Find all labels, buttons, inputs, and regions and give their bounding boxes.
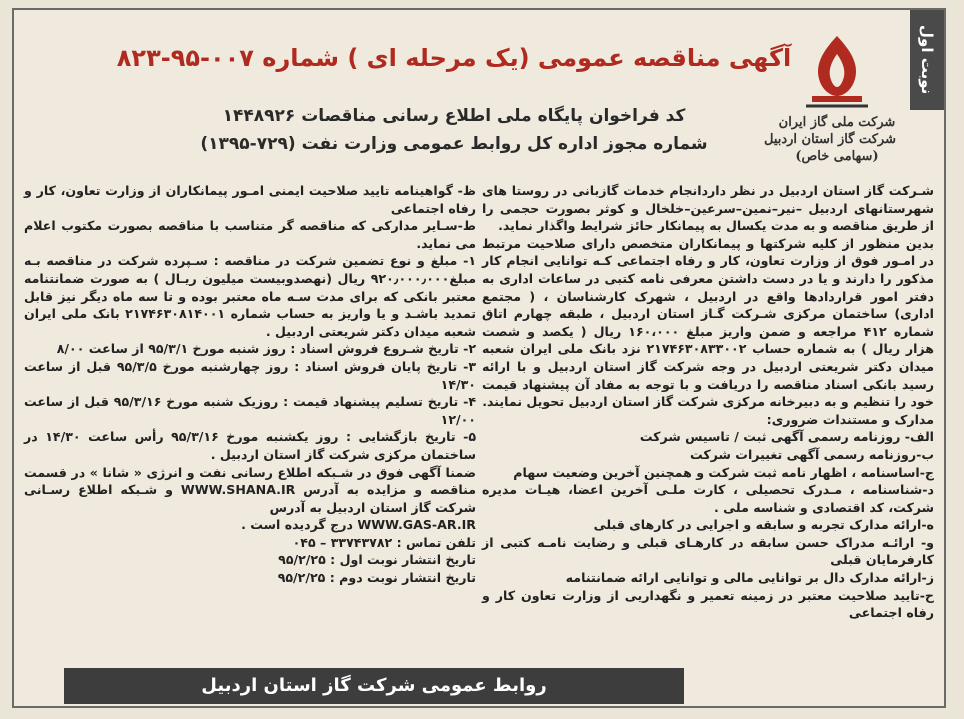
permit-number-line: شماره مجوز اداره کل روابط عمومی وزارت نفت (۷۲۹-۱۳۹۵) — [200, 134, 708, 154]
second-publication-date: تاریخ انتشار نوبت دوم : ۹۵/۲/۲۵ — [277, 570, 476, 586]
document-item: ظ- گواهینامه تایید صلاحیت ایمنی امـور پیمانکاران از وزارت تعاون، کار و رفاه اجتماعی — [24, 183, 476, 216]
logo-line-3: (سهامی خاص) — [795, 149, 879, 164]
tender-notice — [12, 8, 946, 708]
phone-line: تلفن تماس : ۳۳۷۴۳۷۸۲ – ۰۴۵ — [292, 534, 476, 550]
sale-start-date: ۲- تاریخ شـروع فروش اسناد : روز شنبه مورخ ۹۵/۳/۱ از ساعت ۸/۰۰ — [56, 341, 476, 357]
document-item: و- ارائـه مدراک حسن سابقه در کارهـای قبلی و رضایت نامـه کتبی از کارفرمایان قبلی — [482, 534, 934, 568]
logo-line-2: شرکت گاز استان اردبیل — [763, 132, 896, 147]
footer-banner: روابط عمومی شرکت گاز استان اردبیل — [64, 668, 684, 704]
document-item: د-شناسنامه ، مـدرک تحصیلی ، کارت ملـی آخرین اعضا، هیـات مدیره شرکت، کد اقتصادی و شناسه ملی . — [482, 482, 934, 515]
document-item: ز-ارائه مدارک دال بر توانایی مالی و توانایی ارائه ضمانتنامه — [565, 570, 934, 586]
left-column — [24, 182, 476, 587]
publication-round-tag: نوبت اول — [910, 10, 944, 110]
website-line: WWW.GAS-AR.IR درج گردیده است . — [241, 517, 476, 533]
intro-paragraph: شـرکت گاز استان اردبیل در نظر داردانجام خدمات گازبانی در روستا های شهرستانهای اردبیل –نیر–نمین–سرعین–خلخال و کوثر بصورت حجمی را از طریق مناقصه و به مدت یکسال به پیمانکار حائز شرایط واگذار نماید. — [482, 183, 934, 234]
document-item: ج-اساسنامه ، اظهار نامه ثبت شرکت و همچنین آخرین وضعیت سهام — [513, 464, 934, 480]
guarantee-paragraph: ۱- مبلغ و نوع تضمین شرکت در مناقصه : سـپرده شرکت در مناقصه بـه مبلغ۹۲۰٫۰۰۰٫۰۰۰ ریال (نهصدوبیست میلیون ریـال ) به صورت ضمانتنامه معتبر بانکی که برای مدت سـه ماه معتبر بوده و تا سه ماه دیگر نیز قابل تمدید باشـد و یا واریز به حساب شماره ۲۱۷۴۶۳۰۸۱۴۰۰۱ بانک ملی ایران شعبه میدان دکتر شریعتی اردبیل . — [24, 253, 476, 339]
logo-line-1: شرکت ملی گاز ایران — [778, 115, 896, 130]
document-item: الف- روزنامه رسمی آگهی ثبت / تاسیس شرکت — [639, 429, 934, 445]
right-column — [482, 182, 934, 622]
opening-date: ۵- تاریخ بازگشایی : روز یکشنبه مورخ ۹۵/۳/۱۶ رأس ساعت ۱۴/۳۰ در ساختمان مرکزی شرکت گاز استان اردبیل . — [24, 429, 476, 462]
sale-end-date: ۳- تاریخ پایان فروش اسناد : روز چهارشنبه مورخ ۹۵/۳/۵ قبل از ساعت ۱۴/۳۰ — [24, 358, 476, 392]
notice-title: آگهی مناقصه عمومی (یک مرحله ای ) شماره ۰۰۷-۹۵-۸۲۳ — [116, 44, 792, 72]
document-item: ح-تایید صلاحیت معتبر در زمینه تعمیر و نگهداریی از وزارت تعاون کار و رفاه اجتماعی — [482, 587, 934, 621]
document-item: ه-ارائه مدارک تجربه و سابقه و اجرایی در کارهای قبلی — [593, 517, 934, 533]
submission-date: ۴- تاریخ تسلیم پیشنهاد قیمت : روزیک شنبه مورخ ۹۵/۳/۱۶ قبل از ساعت ۱۲/۰۰ — [24, 394, 476, 427]
publication-note: ضمنا آگهی فوق در شـبکه اطلاع رسانی نفت و انرژی « شانا » در قسمت مناقصه و مزایده به آدرس WWW.SHANA.IR و شـبکه اطلاع رسـانی شرکت گاز استان اردبیل به آدرس — [24, 464, 477, 515]
document-item: ط-سـایر مدارکی که مناقصه گر متناسب با مناقصه بصورت مکتوب اعلام می نماید. — [24, 218, 476, 251]
first-publication-date: تاریخ انتشار نوبت اول : ۹۵/۲/۲۵ — [278, 552, 476, 568]
document-item: ب-روزنامه رسمی آگهی تغییرات شرکت — [690, 446, 934, 462]
flame-logo-icon — [792, 32, 882, 114]
instructions-paragraph: بدین منظور از کلیه شرکتها و پیمانکاران متخصص دارای صلاحیت مرتبط در امـور فوق از وزارت تعاون، کار و رفاه اجتماعی کـه توانایی انجام کار مذکور را دارند و یا در دست داشتن معرفی نامه کتبی در ساعات اداری به دفتر امور قراردادها واقع در اردبیل ، شهرک کارشناسان ، ( مجتمع اداری) ساختمان مرکزی شـرکت گـاز استان اردبیل ، طبقه چهارم اتاق شماره ۴۱۲ مراجعه و ضمن واریز مبلغ ۱۶۰،۰۰۰ ریال ( یکصد و شصت هزار ریال ) به شماره حساب ۲۱۷۴۶۳۰۸۳۳۰۰۲ نزد بانک ملی ایران شعبه میدان دکتر شریعتی اردبیل در وجه شرکت گاز استان اردبیل و با ارائه رسید بانکی اسناد مناقصه را دریافت و با توجه به مفاد آن پیشنهاد قیمت خود را تنظیم و به دبیرخانه مرکزی شرکت گاز استان اردبیل تحویل نمایند. — [482, 235, 934, 410]
documents-heading: مدارک و مستندات ضروری: — [766, 411, 934, 427]
tender-code-line: کد فراخوان پایگاه ملی اطلاع رسانی مناقصات ۱۴۴۸۹۲۶ — [222, 106, 686, 126]
